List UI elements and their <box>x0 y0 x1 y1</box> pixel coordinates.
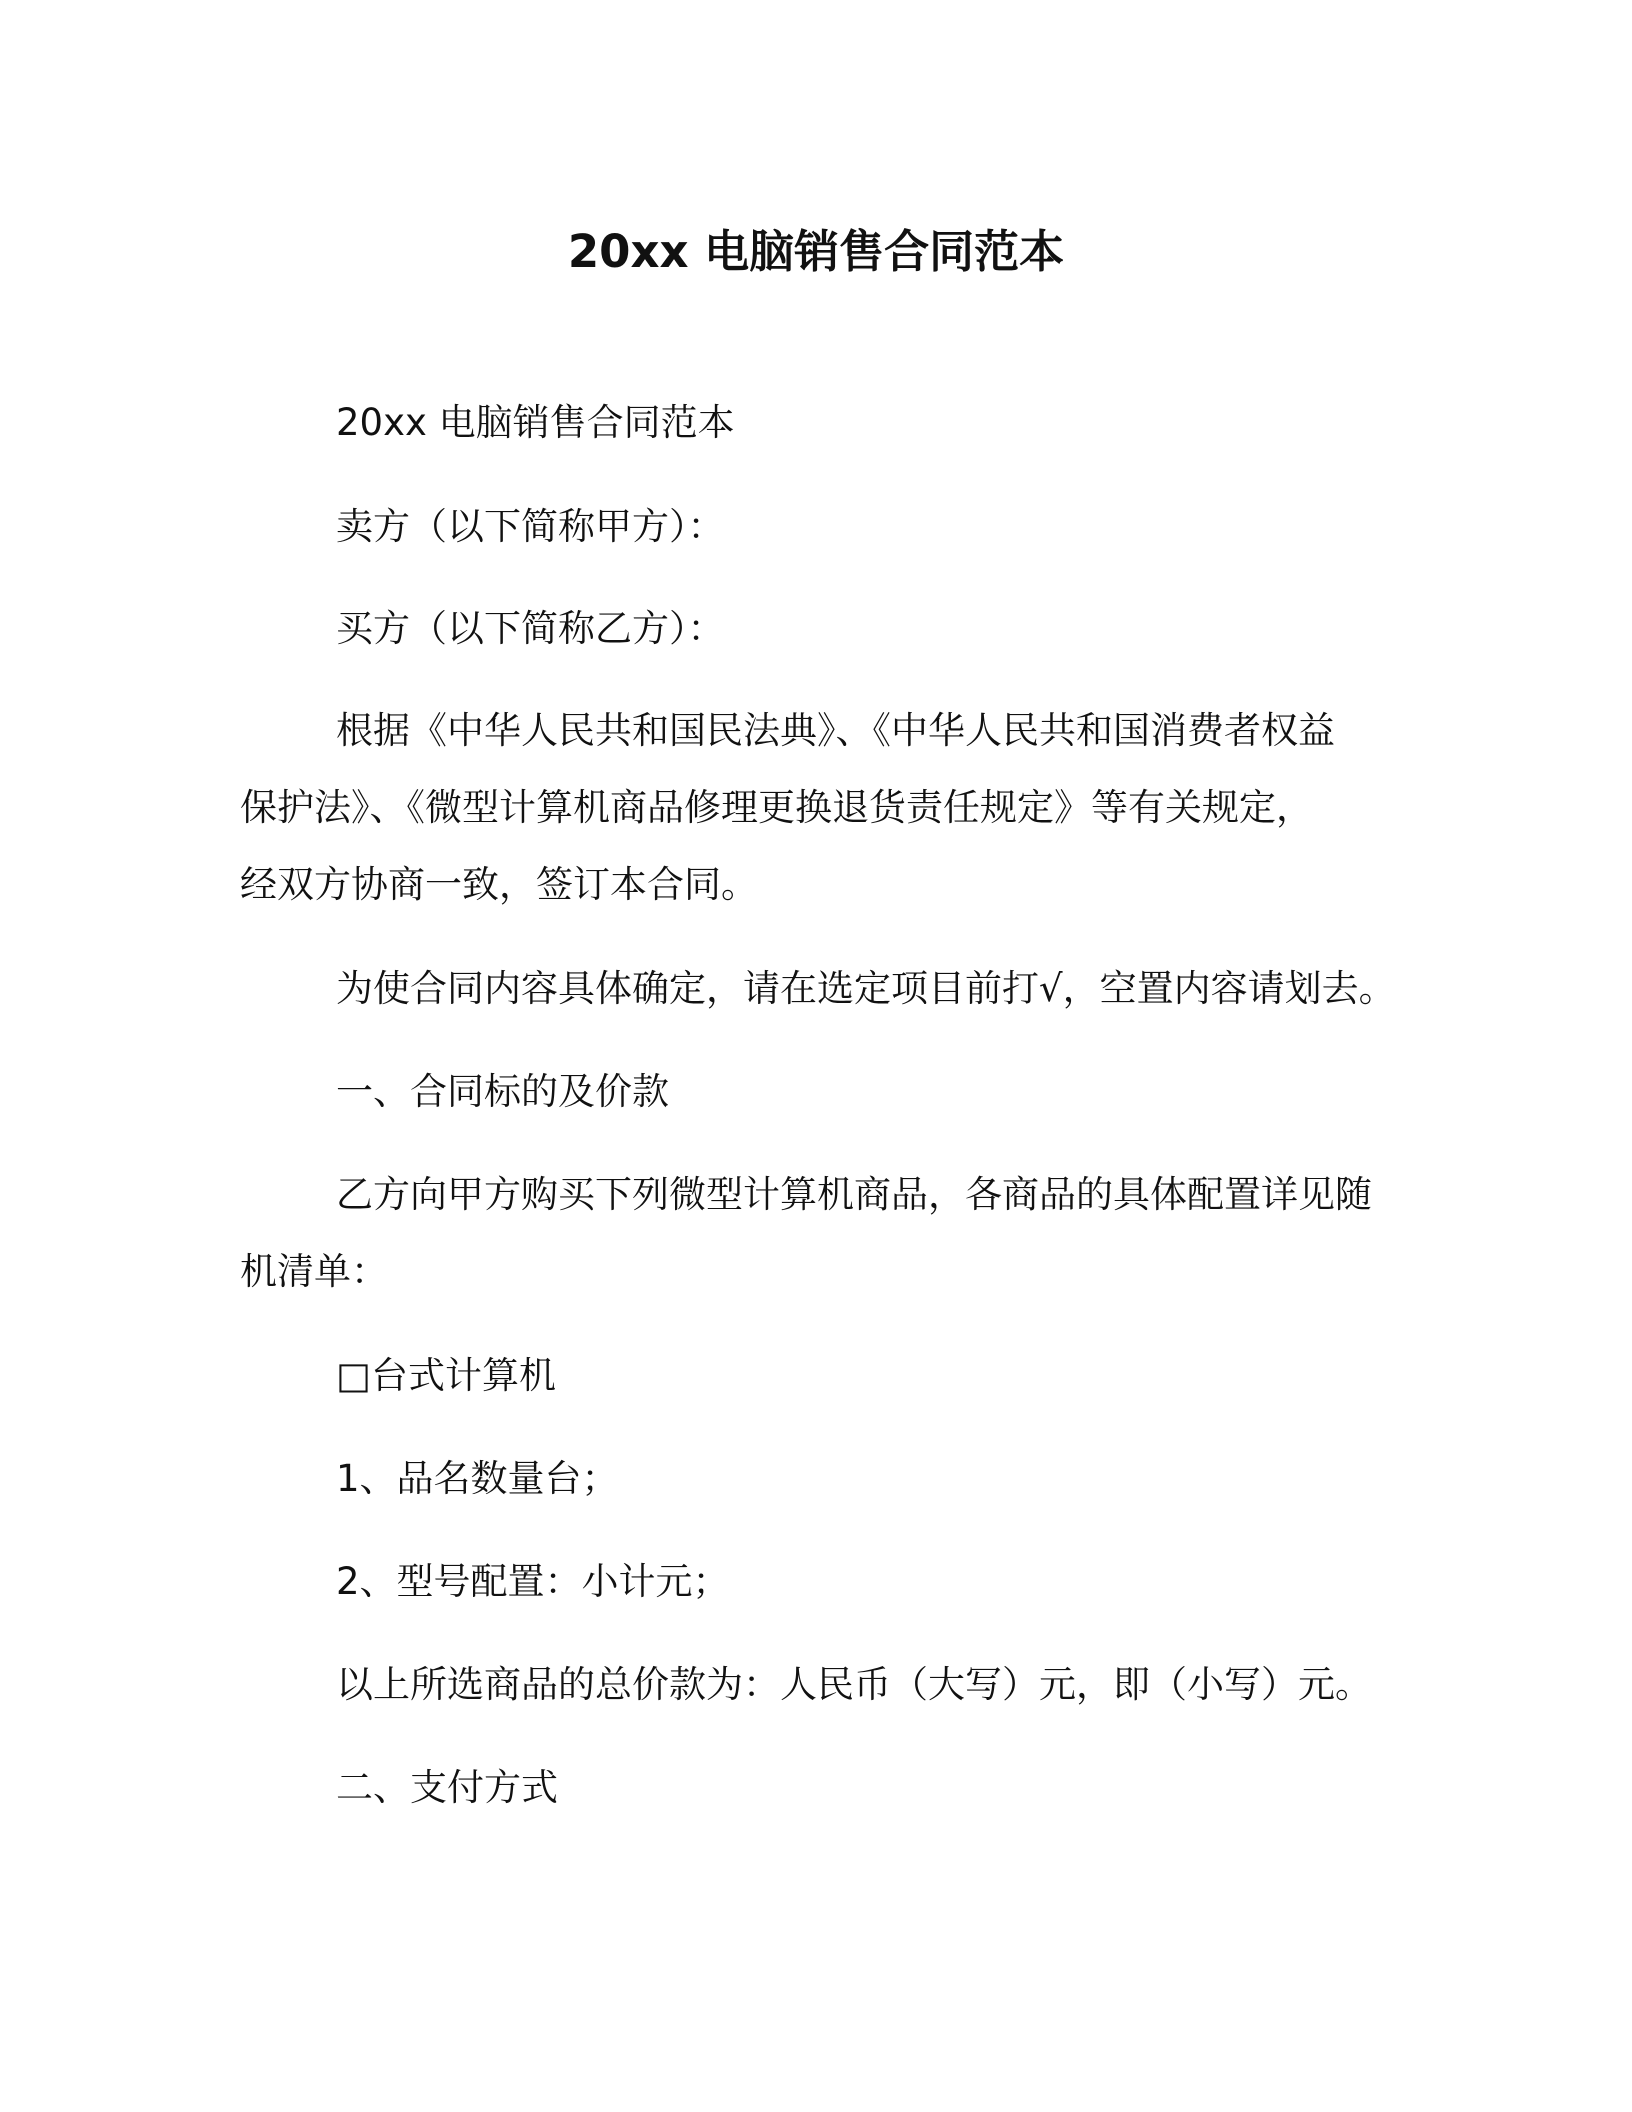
section-heading-1: 一、合同标的及价款 <box>336 1070 669 1113</box>
buyer-line: 买方（以下简称乙方）： <box>336 607 725 650</box>
section-heading-2: 二、支付方式 <box>336 1766 558 1809</box>
document-title: 20xx 电脑销售合同范本 <box>567 225 1065 278</box>
purchase-line-2: 机清单： <box>240 1250 388 1293</box>
instruction-line: 为使合同内容具体确定，请在选定项目前打√，空置内容请划去。 <box>336 967 1396 1010</box>
item-line-2: 2、型号配置：小计元； <box>336 1560 730 1603</box>
purchase-line-1: 乙方向甲方购买下列微型计算机商品，各商品的具体配置详见随 <box>336 1173 1372 1216</box>
total-price-line: 以上所选商品的总价款为：人民币（大写）元，即（小写）元。 <box>336 1663 1372 1706</box>
legal-basis-line-3: 经双方协商一致，签订本合同。 <box>240 863 758 906</box>
seller-line: 卖方（以下简称甲方）： <box>336 505 725 548</box>
desktop-checkbox-line: □台式计算机 <box>336 1354 556 1397</box>
item-line-1: 1、品名数量台； <box>336 1457 619 1500</box>
legal-basis-line-2: 保护法》、《微型计算机商品修理更换退货责任规定》等有关规定， <box>240 786 1313 829</box>
subtitle-line: 20xx 电脑销售合同范本 <box>336 401 735 444</box>
legal-basis-line-1: 根据《中华人民共和国民法典》、《中华人民共和国消费者权益 <box>336 709 1335 752</box>
